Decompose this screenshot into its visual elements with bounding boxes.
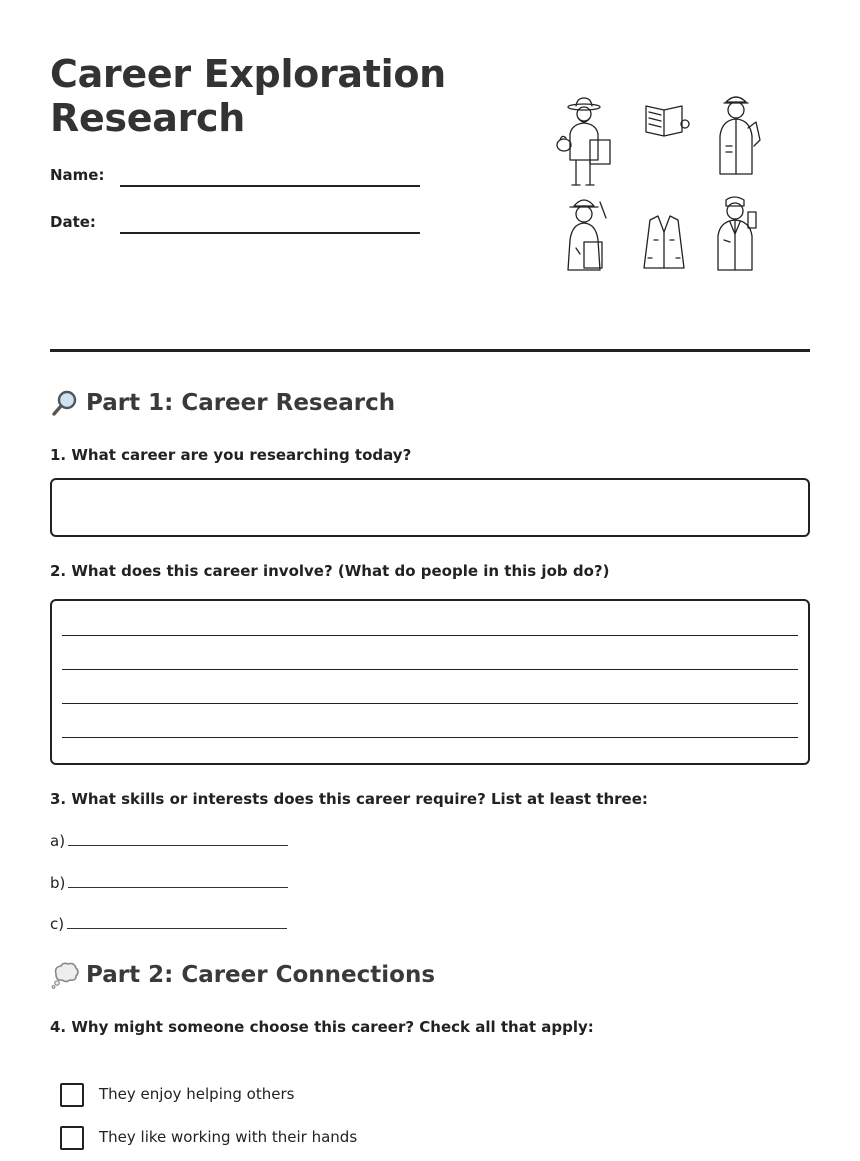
date-label: Date: [50,213,96,231]
part2-heading [50,960,435,992]
checkbox[interactable] [60,1126,84,1150]
doctor-figure-icon [718,197,756,270]
skill-blank[interactable] [67,914,287,929]
question-4: 4. Why might someone choose this career? Check all that apply: [50,1018,594,1036]
option-label: They like working with their hands [99,1128,358,1146]
magnifying-glass-icon [50,388,80,418]
writing-line [62,669,798,670]
writing-line [62,635,798,636]
career-people-illustration-icon [550,90,780,280]
answer-box-2[interactable] [50,599,810,765]
page-title [50,52,490,140]
date-input-line[interactable] [120,232,420,234]
worksheet-page [50,0,810,1161]
farmer-figure-icon [557,98,610,185]
skill-item-label: a) [50,832,66,850]
thought-bubble-icon [50,960,80,990]
jacket-icon [644,216,684,268]
book-icon [646,106,689,136]
question-2: 2. What does this career involve? (What do people in this job do?) [50,562,610,580]
name-input-line[interactable] [120,185,420,187]
checkbox[interactable] [60,1083,84,1107]
skill-item-label: c) [50,915,65,933]
name-label: Name: [50,166,105,184]
title-line-2: Research [50,96,245,140]
skill-blank[interactable] [68,831,288,846]
skill-item-label: b) [50,874,66,892]
skill-blank[interactable] [68,873,288,888]
question-1: 1. What career are you researching today? [50,446,412,464]
header-divider [50,349,810,352]
question-3: 3. What skills or interests does this career require? List at least three: [50,790,648,808]
option-label: They enjoy helping others [99,1085,295,1103]
part1-heading-text: Part 1: Career Research [86,390,396,416]
writing-line [62,703,798,704]
date-field[interactable] [50,213,430,237]
skill-item-c[interactable] [50,914,287,933]
title-line-1: Career Exploration [50,52,446,96]
part2-heading-text: Part 2: Career Connections [86,962,436,988]
skill-item-b[interactable] [50,873,288,892]
writing-line [62,737,798,738]
answer-box-1[interactable] [50,478,810,537]
part1-heading [50,388,395,420]
name-field[interactable] [50,166,430,190]
scientist-figure-icon [568,200,606,270]
skill-item-a[interactable] [50,831,288,850]
engineer-figure-icon [720,97,760,174]
